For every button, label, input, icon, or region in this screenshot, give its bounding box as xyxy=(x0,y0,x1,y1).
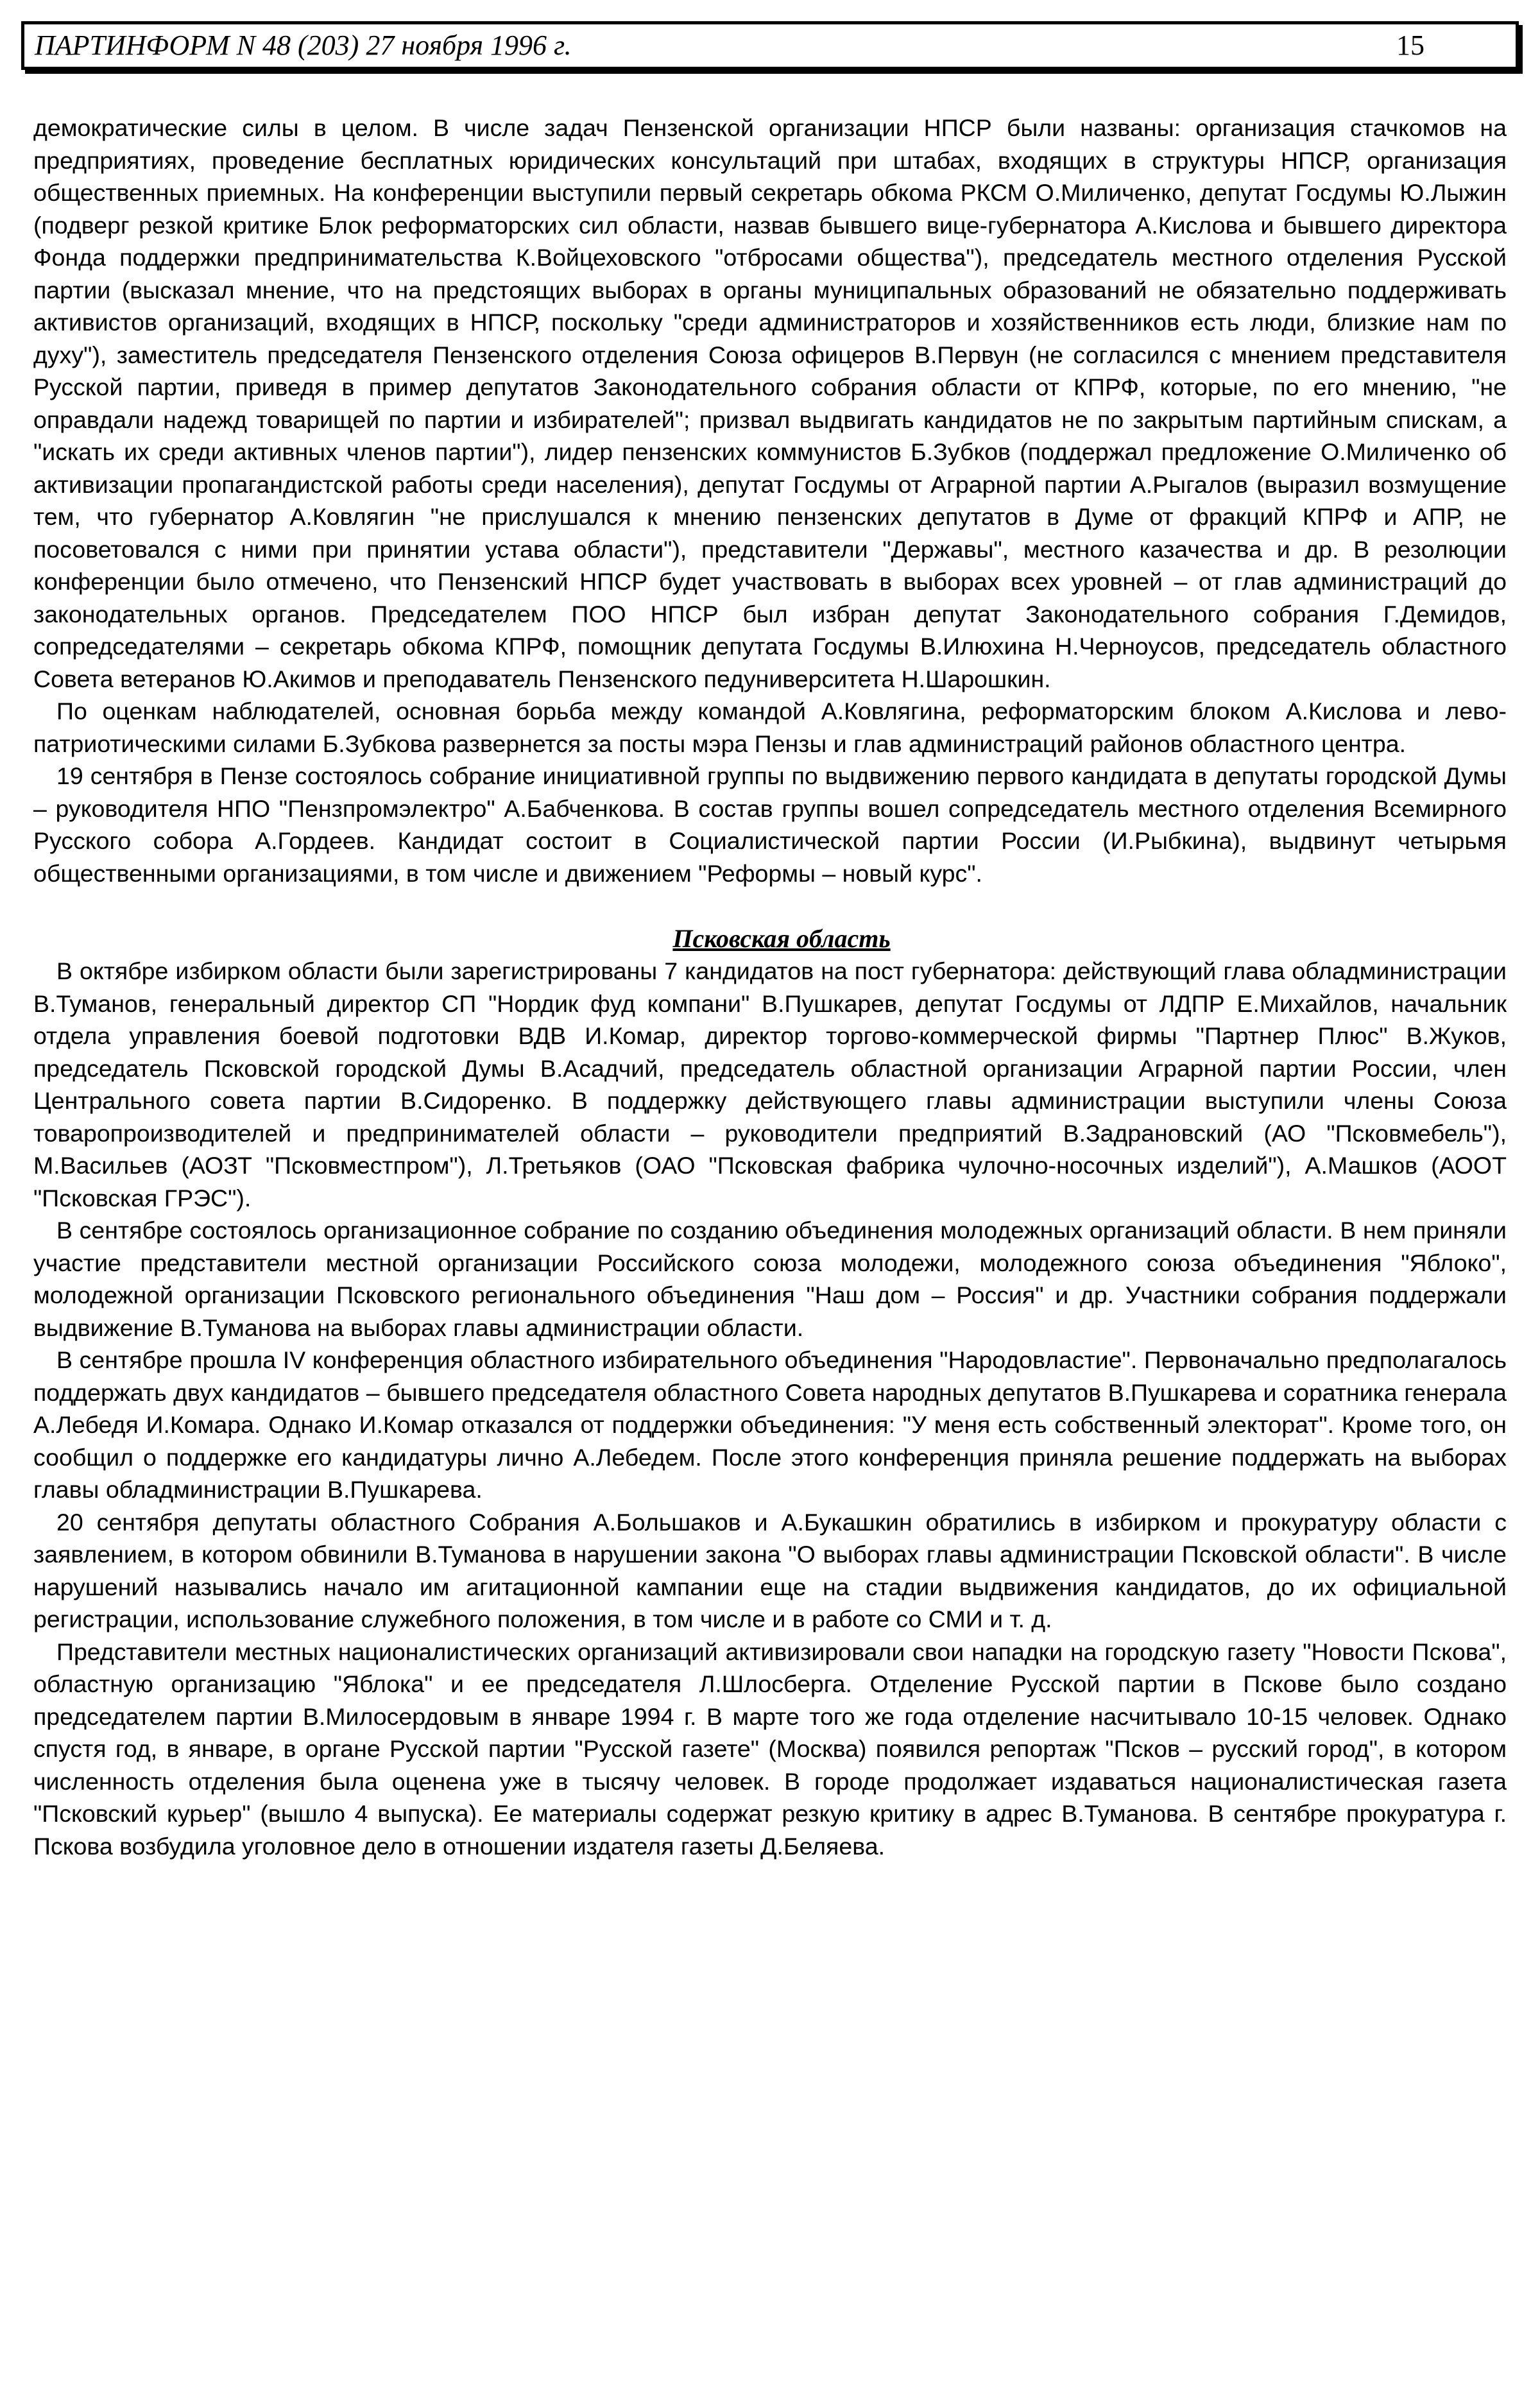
paragraph: 20 сентября депутаты областного Собрания А.Большаков и А.Букашкин обратились в избирком и прокуратуру области с заявлением, в котором обвинили В.Туманова в нарушении закона "О выборах главы администрации Псковской области". В числе нарушений назывались начало им агитационной кампании еще на стадии выдвижения кандидатов, до их официальной регистрации, использование служебного положения, в том числе и в работе со СМИ и т. д. xyxy=(33,1508,1507,1632)
article-body xyxy=(33,112,1507,1862)
section-gap xyxy=(33,889,1507,923)
paragraph: В октябре избирком области были зарегистрированы 7 кандидатов на пост губернатора: действующий глава обладминистрации В.Туманов, генеральный директор СП "Нордик фуд компани" В.Пушкарев, депутат Госдумы от ЛДПР Е.Михайлов, начальник отдела управления боевой подготовки ВДВ И.Комар, директор торгово-коммерческой фирмы "Партнер Плюс" В.Жуков, председатель Псковской городской Думы В.Асадчий, председатель областной организации Аграрной партии России, член Центрального совета партии В.Сидоренко. В поддержку действующего главы администрации выступили члены Союза товаропроизводителей и предпринимателей области – руководители предприятий В.Задрановский (АО "Псковмебель"), М.Васильев (АОЗТ "Псковместпром"), Л.Третьяков (ОАО "Псковская фабрика чулочно-носочных изделий"), А.Машков (АООТ "Псковская ГРЭС"). xyxy=(33,957,1507,1212)
paragraph: В сентябре прошла IV конференция областного избирательного объединения "Народовластие". Первоначально предполагалось поддержать двух кандидатов – бывшего председателя областного Совета народных депутатов В.Пушкарева и соратника генерала А.Лебедя И.Комара. Однако И.Комар отказался от поддержки объединения: "У меня есть собственный электорат". Кроме того, он сообщил о поддержке его кандидатуры лично А.Лебедем. После этого конференция приняла решение поддержать на выборах главы обладминистрации В.Пушкарева. xyxy=(33,1346,1507,1503)
paragraph: демократические силы в целом. В числе задач Пензенской организации НПСР были названы: организация стачкомов на предприятиях, проведение бесплатных юридических консультаций при штабах, входящих в структуры НПСР, организация общественных приемных. На конференции выступили первый секретарь обкома РКСМ О.Миличенко, депутат Госдумы Ю.Лыжин (подверг резкой критике Блок реформаторских сил области, назвав бывшего вице-губернатора А.Кислова и бывшего директора Фонда поддержки предпринимательства К.Войцеховского "отбросами общества"), председатель местного отделения Русской партии (высказал мнение, что на предстоящих выборах в органы муниципальных образований не обязательно поддерживать активистов организаций, входящих в НПСР, поскольку "среди администраторов и хозяйственников есть люди, близкие нам по духу"), заместитель председателя Пензенского отделения Союза офицеров В.Первун (не согласился с мнением представителя Русской партии, приведя в пример депутатов Законодательного собрания области от КПРФ, которые, по его мнению, "не оправдали надежд товарищей по партии и избирателей"; призвал выдвигать кандидатов не по закрытым партийным спискам, а "искать их среди активных членов партии"), лидер пензенских коммунистов Б.Зубков (поддержал предложение О.Миличенко об активизации пропагандистской работы среди населения), депутат Госдумы от Аграрной партии А.Рыгалов (выразил возмущение тем, что губернатор А.Ковлягин "не прислушался к мнению пензенских депутатов в Думе от фракций КПРФ и АПР, не посоветовался с ними при принятии устава области"), представители "Державы", местного казачества и др. В резолюции конференции было отмечено, что Пензенский НПСР будет участвовать в выборах всех уровней – от глав администраций до законодательных органов. Председателем ПОО НПСР был избран депутат Законодательного собрания Г.Демидов, сопредседателями – секретарь обкома КПРФ, помощник депутата Госдумы В.Илюхина Н.Черноусов, председатель областного Совета ветеранов Ю.Акимов и преподаватель Пензенского педуниверситета Н.Шарошкин. xyxy=(33,114,1507,692)
paragraph: 19 сентября в Пензе состоялось собрание инициативной группы по выдвижению первого кандидата в депутаты городской Думы – руководителя НПО "Пензпромэлектро" А.Бабченкова. В состав группы вошел сопредседатель местного отделения Всемирного Русского собора А.Гордеев. Кандидат состоит в Социалистической партии России (И.Рыбкина), выдвинут четырьмя общественными организациями, в том числе и движением "Реформы – новый курс". xyxy=(33,762,1507,887)
paragraph: В сентябре состоялось организационное собрание по созданию объединения молодежных организаций области. В нем приняли участие представители местной организации Российского союза молодежи, молодежного союза объединения "Яблоко", молодежной организации Псковского регионального объединения "Наш дом – Россия" и др. Участники собрания поддержали выдвижение В.Туманова на выборах главы администрации области. xyxy=(33,1217,1507,1341)
paragraph: По оценкам наблюдателей, основная борьба между командой А.Ковлягина, реформаторским блоком А.Кислова и лево-патриотическими силами Б.Зубкова развернется за посты мэра Пензы и глав администраций районов областного центра. xyxy=(33,698,1507,757)
section-title: Псковская область xyxy=(672,924,891,953)
page-number: 15 xyxy=(1396,30,1425,61)
paragraph: Представители местных националистических организаций активизировали свои нападки на городскую газету "Новости Пскова", областную организацию "Яблока" и ее председателя Л.Шлосберга. Отделение Русской партии в Пскове было создано председателем партии В.Милосердовым в январе 1994 г. В марте того же года отделение насчитывало 10-15 человек. Однако спустя год, в январе, в органе Русской партии "Русской газете" (Москва) появился репортаж "Псков – русский город", в котором численность отделения была оценена уже в тысячу человек. В городе продолжает издаваться националистическая газета "Псковский курьер" (вышло 4 выпуска). Ее материалы содержат резкую критику в адрес В.Туманова. В сентябре прокуратура г. Пскова возбудила уголовное дело в отношении издателя газеты Д.Беляева. xyxy=(33,1638,1507,1860)
publication-title: ПАРТИНФОРМ N 48 (203) 27 ноября 1996 г. xyxy=(35,30,572,61)
page-header xyxy=(21,21,1519,70)
